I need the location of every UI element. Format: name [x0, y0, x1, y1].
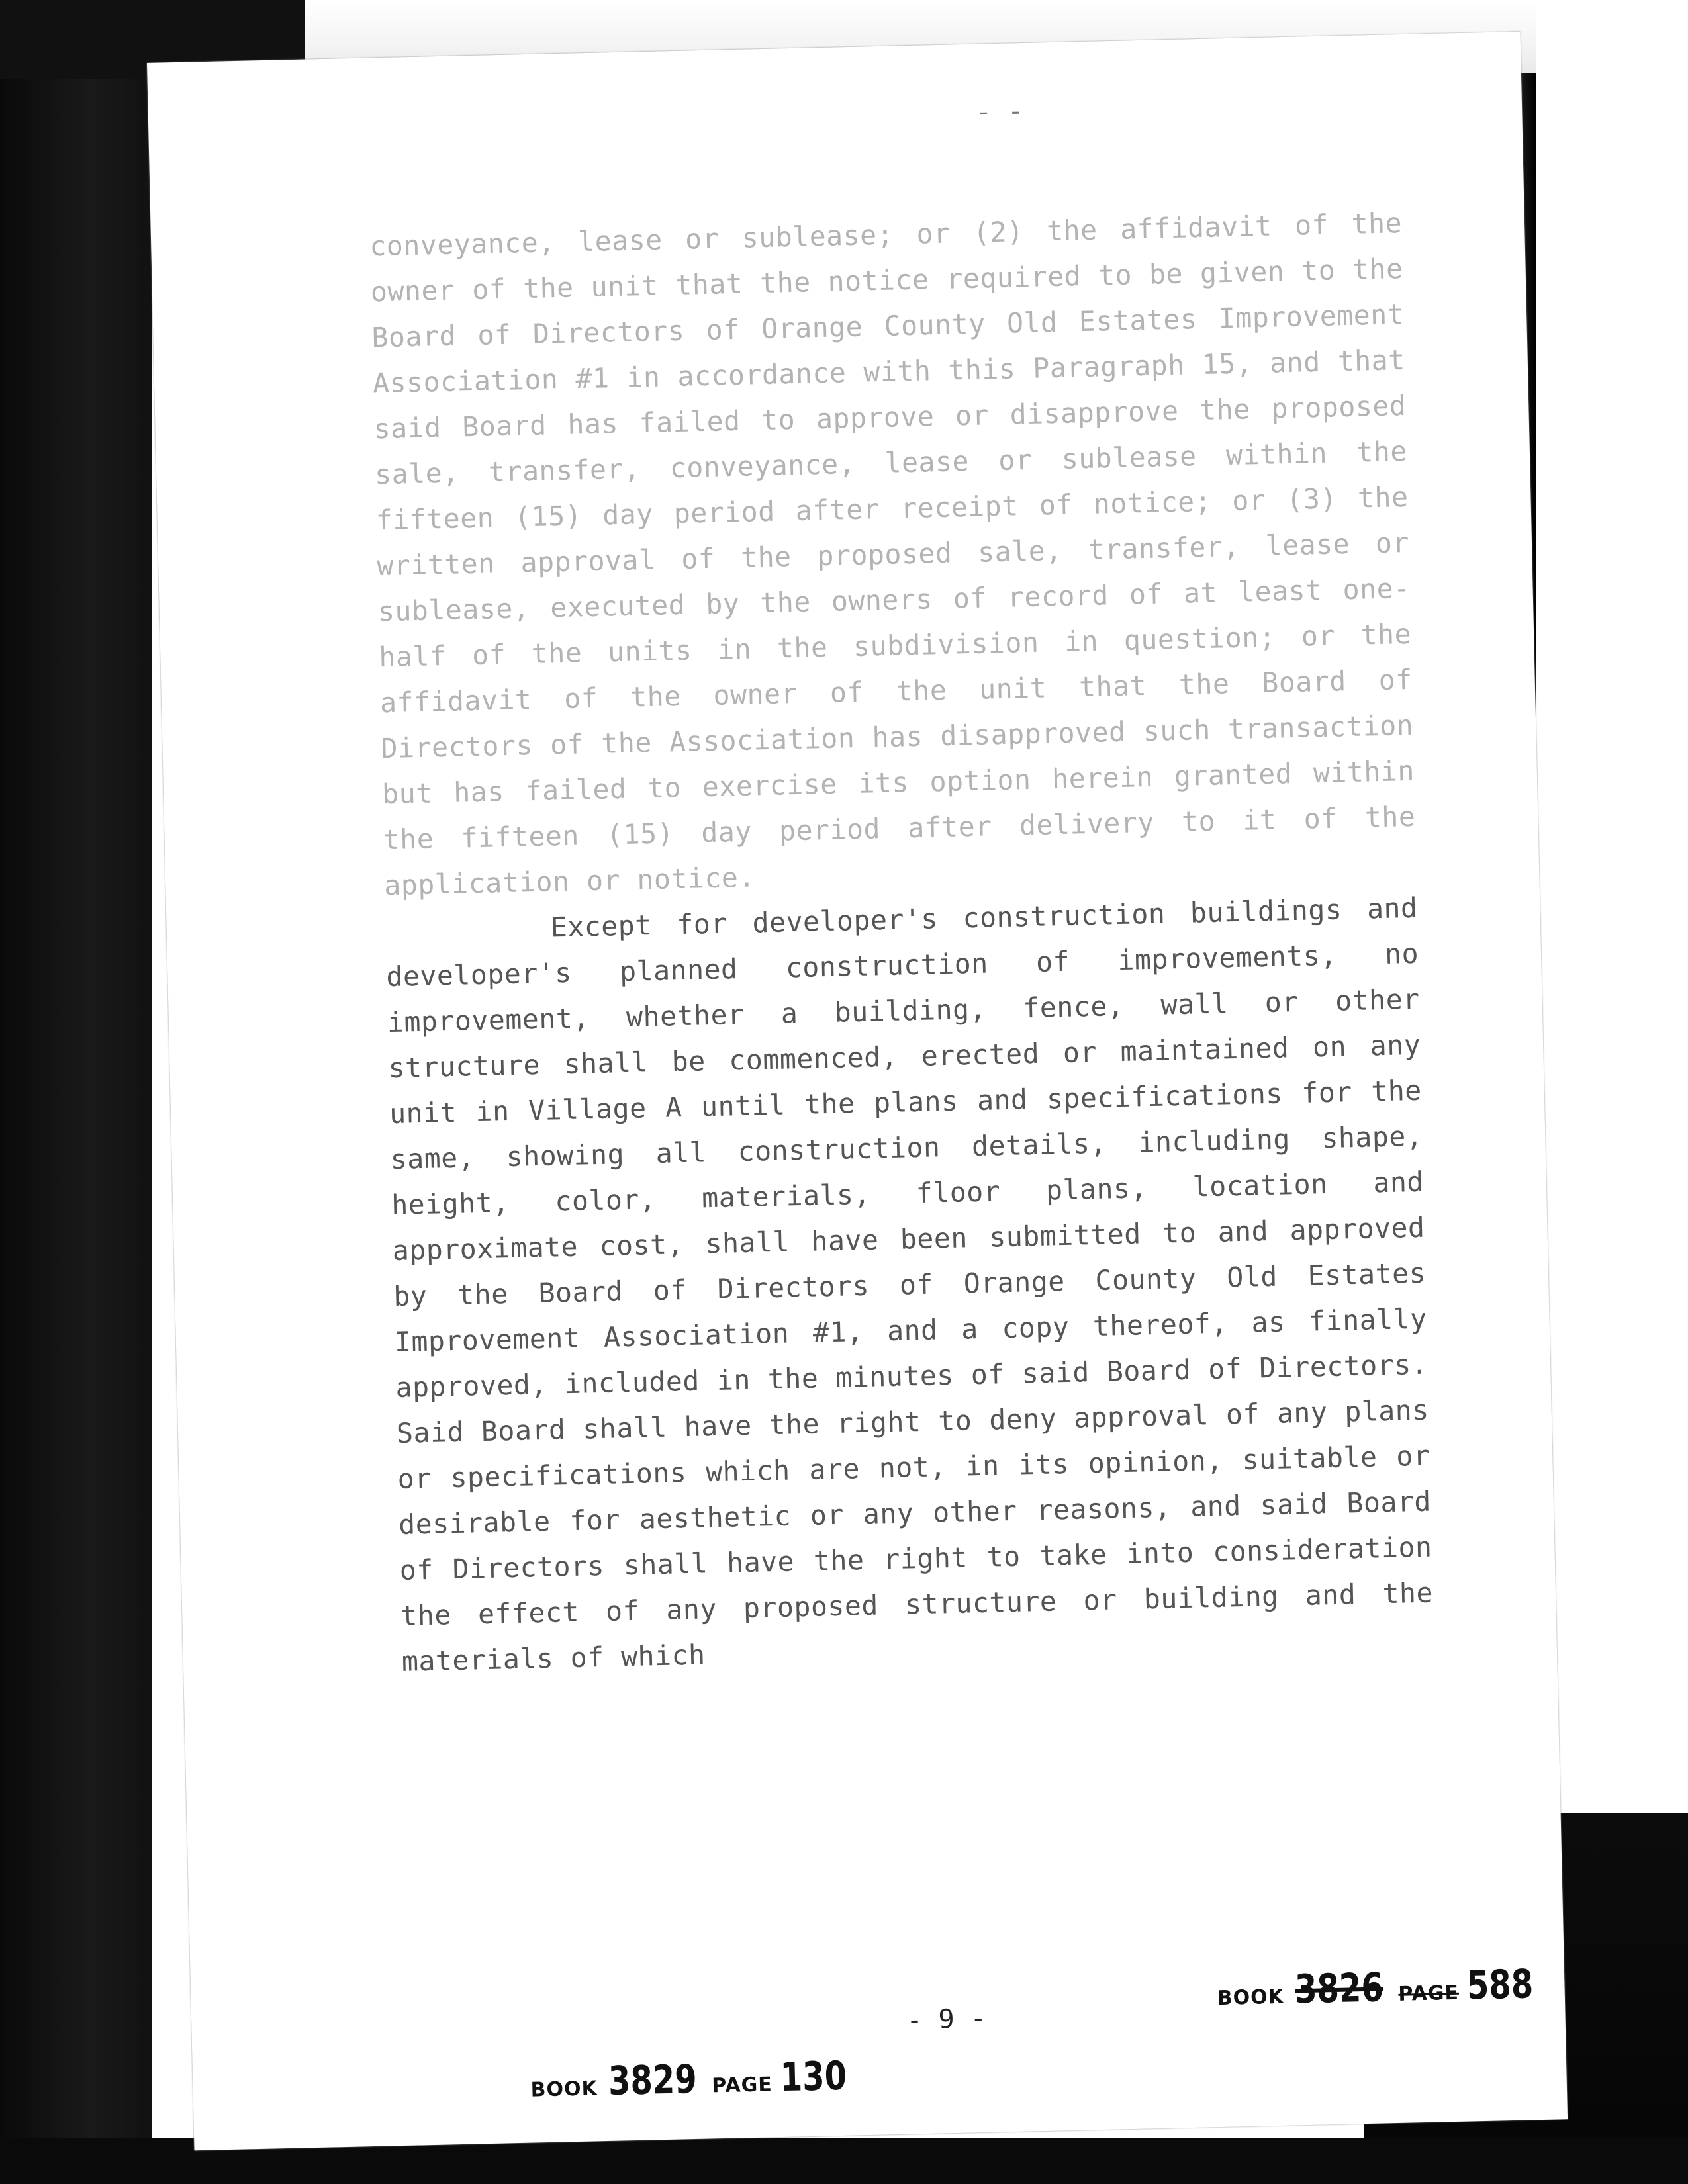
book-label: BOOK	[1217, 1985, 1285, 2011]
book-page-stamp-right	[1217, 1961, 1542, 2015]
page-label: PAGE	[711, 2073, 773, 2098]
page-number: - 9 -	[906, 2003, 987, 2036]
paragraph-1: conveyance, lease or sublease; or (2) the affidavit of the owner of the unit that the notice required to be given to the Board of Directors of Orange County Old Estates Improvement Association #1 in accordance with this Paragraph 15, and that said Board has failed to approve or disapprove the proposed sale, transfer, conveyance, lease or sublease within the fifteen (15) day period after receipt of notice; or (3) the written approval of the proposed sale, transfer, lease or sublease, executed by the owners of record of at least one-half of the units in the subdivision in question; or the affidavit of the owner of the unit that the Board of Directors of the Association has disapproved such transaction but has failed to exercise its option herein granted within the fifteen (15) day period after delivery to it of the application or notice.	[369, 206, 1416, 902]
document-body	[369, 200, 1435, 1684]
page-number-stamp: 130	[780, 2052, 848, 2101]
scan-left-background	[0, 0, 152, 2184]
book-page-stamp-left	[530, 2053, 856, 2107]
book-number: 3829	[608, 2056, 698, 2105]
paragraph-2: Except for developer's construction buildings and developer's planned construction of improvements, no improvement, whether a building, fence, wall or other structure shall be commenced, erected or maintained on any unit in Village A until the plans and specifications for the same, showing all construction details, including shape, height, color, materials, floor plans, location and approximate cost, shall have been submitted to and approved by the Board of Directors of Orange County Old Estates Improvement Association #1, and a copy thereof, as finally approved, included in the minutes of said Board of Directors. Said Board shall have the right to deny approval of any plans or specifications which are not, in its opinion, suitable or desirable for aesthetic or any other reasons, and said Board of Directors shall have the right to take into consideration the effect of any proposed structure or building and the materials of which	[385, 891, 1434, 1678]
book-number: 3826	[1294, 1964, 1384, 2013]
document-sheet	[147, 32, 1568, 2150]
page-label: PAGE	[1398, 1981, 1460, 2006]
header-mark: - -	[975, 95, 1024, 128]
book-label: BOOK	[530, 2077, 598, 2102]
page-number-stamp: 588	[1466, 1961, 1534, 2009]
